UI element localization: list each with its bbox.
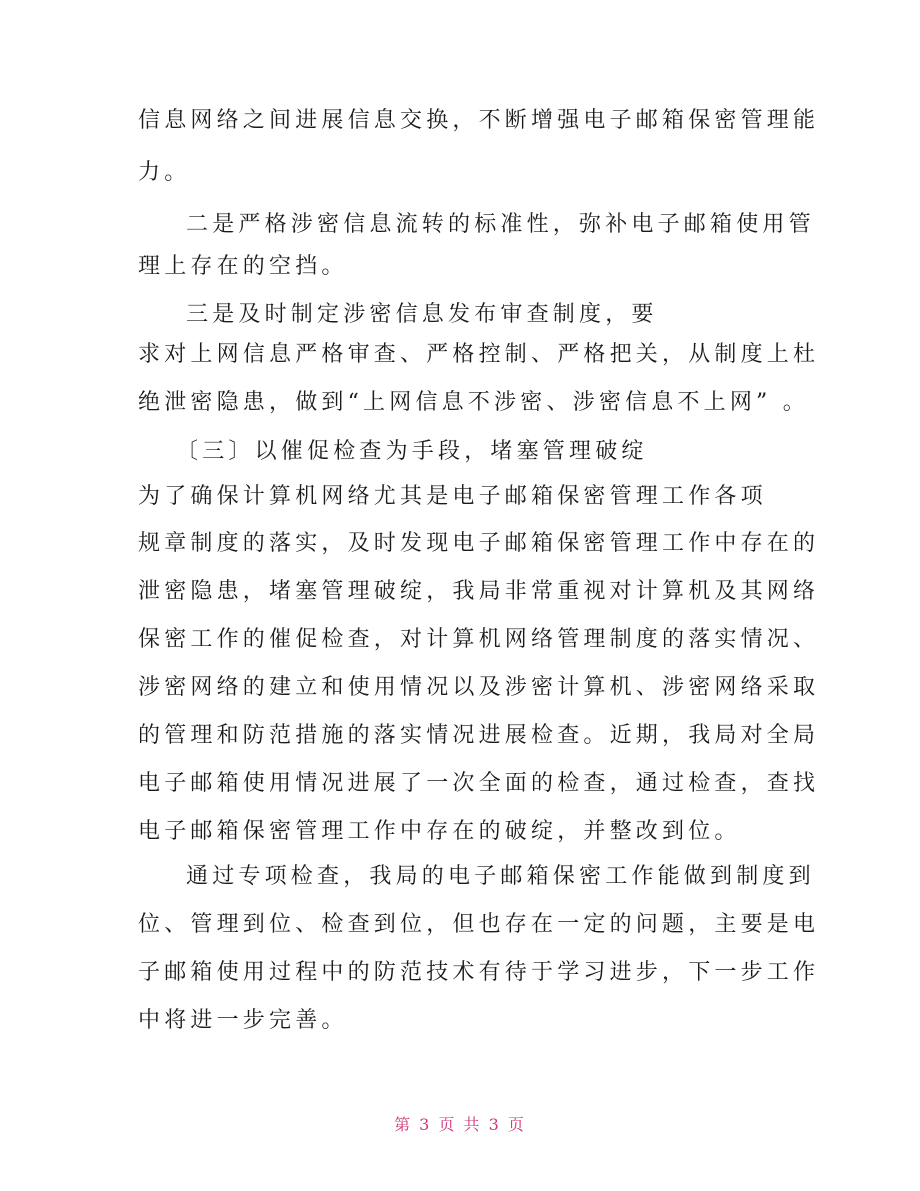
paragraph-line: 保密工作的催促检查，对计算机网络管理制度的落实情况、 bbox=[138, 627, 820, 652]
paragraph-line: 电子邮箱使用情况进展了一次全面的检查，通过检查，查找 bbox=[138, 771, 820, 796]
paragraph-line: 位、管理到位、检查到位，但也存在一定的问题，主要是电 bbox=[138, 912, 820, 937]
paragraph-line: 通过专项检查，我局的电子邮箱保密工作能做到制度到 bbox=[186, 864, 815, 889]
paragraph-line: 电子邮箱保密管理工作中存在的破绽，并整改到位。 bbox=[138, 819, 741, 844]
page-number-footer: 第 3 页 共 3 页 bbox=[394, 1115, 526, 1134]
paragraph-line: 二是严格涉密信息流转的标准性，弥补电子邮箱使用管 bbox=[186, 212, 815, 237]
paragraph-line: 绝泄密隐患，做到“上网信息不涉密、涉密信息不上网” 。 bbox=[138, 390, 809, 415]
paragraph-line: 理上存在的空挡。 bbox=[138, 254, 348, 279]
paragraph-line: 求对上网信息严格审查、严格控制、严格把关，从制度上杜 bbox=[138, 342, 820, 367]
section-heading: 〔三〕以催促检查为手段，堵塞管理破绽 bbox=[176, 439, 648, 464]
paragraph-line: 子邮箱使用过程中的防范技术有待于学习进步，下一步工作 bbox=[138, 960, 820, 985]
paragraph-line: 涉密网络的建立和使用情况以及涉密计算机、涉密网络采取 bbox=[138, 675, 820, 700]
paragraph-line: 为了确保计算机网络尤其是电子邮箱保密管理工作各项 bbox=[138, 484, 767, 509]
paragraph-line: 的管理和防范措施的落实情况进展检查。近期，我局对全局 bbox=[138, 723, 820, 748]
paragraph-line: 泄密隐患，堵塞管理破绽，我局非常重视对计算机及其网络 bbox=[138, 579, 820, 604]
paragraph-line: 规章制度的落实，及时发现电子邮箱保密管理工作中存在的 bbox=[138, 531, 820, 556]
paragraph-line: 力。 bbox=[138, 160, 191, 185]
paragraph-line: 中将进一步完善。 bbox=[138, 1008, 348, 1033]
paragraph-line: 三是及时制定涉密信息发布审查制度，要 bbox=[186, 302, 658, 327]
paragraph-line: 信息网络之间进展信息交换，不断增强电子邮箱保密管理能 bbox=[138, 108, 820, 133]
